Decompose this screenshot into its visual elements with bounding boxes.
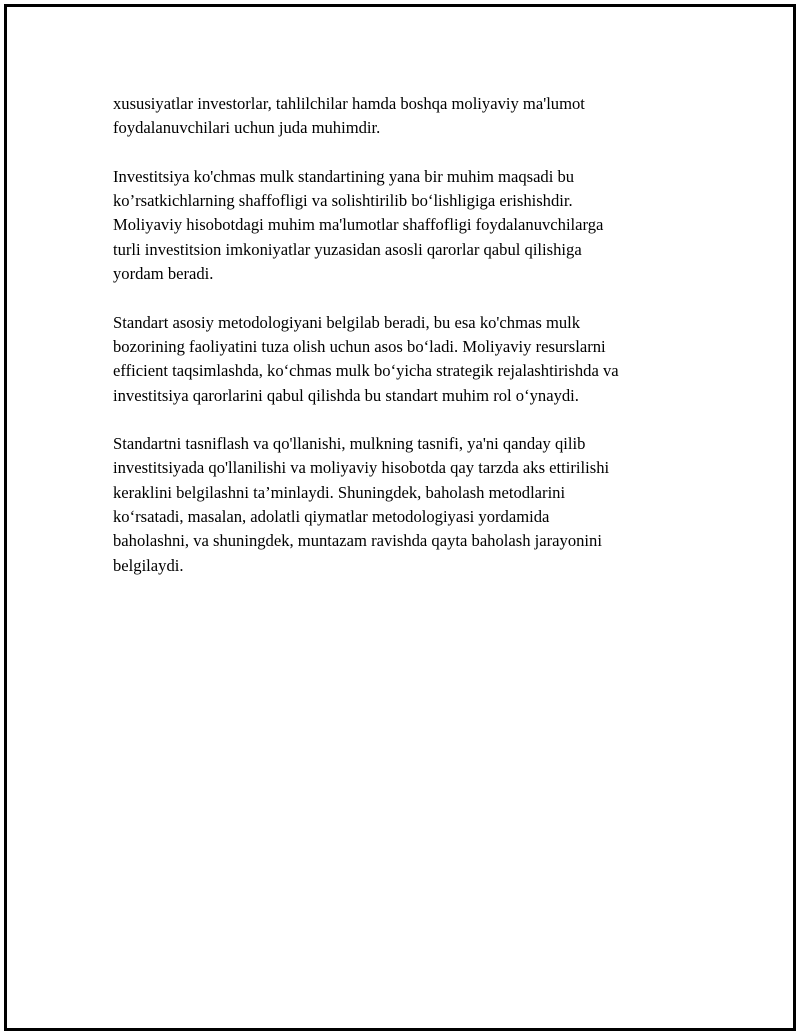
text-line: foydalanuvchilari uchun juda muhimdir. [113, 118, 381, 138]
paragraph-1 [113, 92, 688, 141]
text-line: Investitsiya ko'chmas mulk standartining yana bir muhim maqsadi bu [113, 166, 575, 186]
text-line: yordam beradi. [113, 264, 214, 284]
text-line: baholashni, va shuningdek, muntazam ravishda qayta baholash jarayonini [113, 531, 602, 551]
document-body [113, 92, 688, 602]
text-line: Moliyaviy hisobotdagi muhim ma'lumotlar shaffofligi foydalanuvchilarga [113, 215, 604, 235]
text-line: ko‘rsatadi, masalan, adolatli qiymatlar metodologiyasi yordamida [113, 507, 550, 527]
text-line: xususiyatlar investorlar, tahlilchilar hamda boshqa moliyaviy ma'lumot [113, 94, 585, 113]
text-line: Standart asosiy metodologiyani belgilab beradi, bu esa ko'chmas mulk [113, 312, 581, 332]
paragraph-4 [113, 432, 688, 578]
text-line: efficient taqsimlashda, ko‘chmas mulk bo‘yicha strategik rejalashtirishda va [113, 361, 619, 381]
paragraph-2 [113, 165, 688, 286]
text-line: belgilaydi. [113, 555, 184, 575]
text-line: turli investitsion imkoniyatlar yuzasidan asosli qarorlar qabul qilishiga [113, 239, 582, 259]
text-line: investitsiya qarorlarini qabul qilishda bu standart muhim rol o‘ynaydi. [113, 385, 579, 405]
text-line: keraklini belgilashni ta’minlaydi. Shuningdek, baholash metodlarini [113, 482, 566, 502]
text-line: Standartni tasniflash va qo'llanishi, mulkning tasnifi, ya'ni qanday qilib [113, 434, 586, 454]
paragraph-3 [113, 311, 688, 408]
text-line: bozorining faoliyatini tuza olish uchun asos bo‘ladi. Moliyaviy resurslarni [113, 336, 606, 356]
text-line: ko’rsatkichlarning shaffofligi va solishtirilib bo‘lishligiga erishishdir. [113, 191, 573, 211]
text-line: investitsiyada qo'llanilishi va moliyaviy hisobotda qay tarzda aks ettirilishi [113, 458, 610, 478]
